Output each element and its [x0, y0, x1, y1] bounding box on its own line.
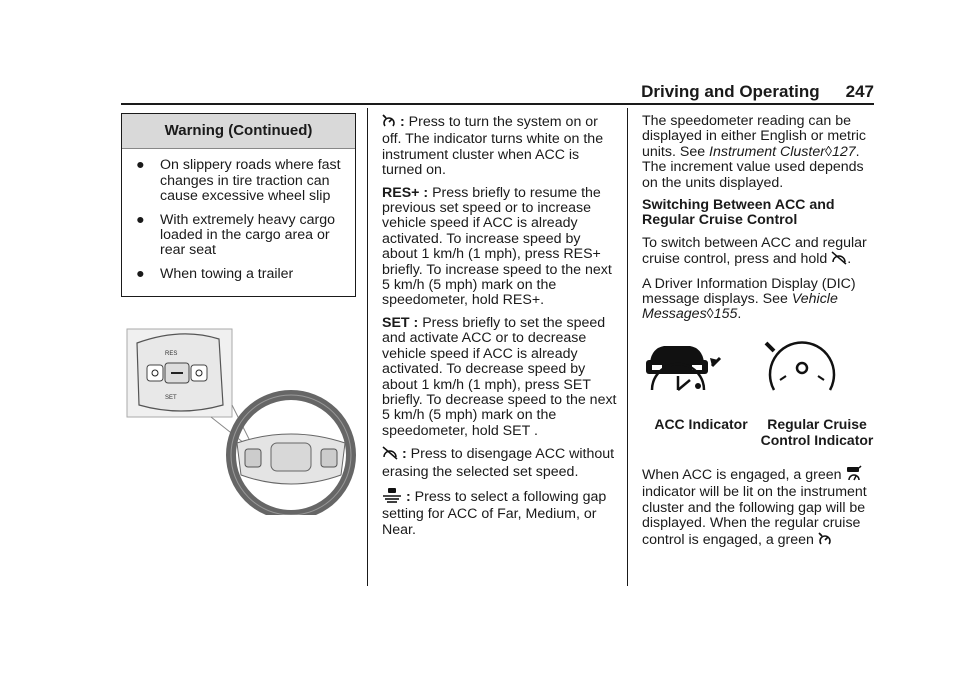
power-paragraph: : Press to turn the system on or off. The indicator turns white on the instrument cluster when ACC is turned on.	[382, 114, 604, 179]
set-paragraph: SET : Press briefly to set the speed and activate ACC or to decrease vehicle speed if ACC is already activated. To decrease speed by about 1 km/h (1 mph), press SET briefly. To decrease speed to the next 5 km/h (5 mph) mark on the speedometer, hold SET .	[382, 314, 617, 439]
warning-item: ● When towing a trailer	[136, 265, 294, 282]
acc-indicator-label: ACC Indicator	[654, 416, 748, 432]
column-1	[121, 113, 355, 297]
res-paragraph: RES+ : Press briefly to resume the previous set speed or to increase vehicle speed if ACC is already activated. To increase speed by about 1 km/h (1 mph), press RES+ briefly. To increase speed to the next 5 km/h (5 mph) mark on the speedometer, hold RES+.	[382, 184, 612, 309]
set-label: SET	[165, 395, 177, 401]
regular-cruise-indicator-label: Regular Cruise Control Indicator	[760, 416, 874, 448]
regular-cruise-indicator-icon	[760, 340, 850, 398]
engaged-paragraph: When ACC is engaged, a green indicator will be lit on the instrument cluster and the following gap will be displayed. When the regular cruise control is engaged, a green	[642, 465, 876, 550]
following-gap-icon	[382, 487, 402, 507]
acc-set-icon	[846, 465, 862, 485]
cruise-on-off-icon	[382, 114, 396, 132]
vehicle-messages-link[interactable]: Vehicle Messages	[642, 291, 838, 323]
page-number: 247	[845, 82, 874, 101]
switch-paragraph: To switch between ACC and regular cruise control, press and hold .	[642, 236, 876, 270]
warning-item: ● On slippery roads where fast changes in tire traction can cause excessive wheel slip	[136, 157, 341, 205]
bullet-icon: ●	[136, 211, 145, 228]
warning-title: Warning (Continued)	[122, 114, 355, 149]
acc-indicator-icon	[642, 340, 732, 395]
steering-wheel-illustration	[121, 325, 361, 520]
column-divider-1	[367, 108, 368, 586]
section-heading: Switching Between ACC and Regular Cruise Control	[642, 197, 835, 229]
cancel-icon	[382, 446, 398, 464]
dic-paragraph: A Driver Information Display (DIC) message displays. See Vehicle Messages◊155.	[642, 275, 856, 323]
engaged-paragraph-block	[642, 465, 876, 557]
running-header	[641, 82, 874, 102]
warning-item: ● With extremely heavy cargo loaded in the cargo area or rear seat	[136, 211, 336, 259]
column-3	[642, 114, 876, 330]
warning-box	[121, 113, 356, 297]
warning-body	[122, 149, 355, 296]
instrument-cluster-link[interactable]: Instrument Cluster	[709, 143, 825, 160]
speedometer-paragraph: The speedometer reading can be displayed in either English or metric units. See Instrument Cluster◊127. The increment value used depends on the units displayed.	[642, 113, 866, 191]
gap-paragraph: : Press to select a following gap setting for ACC of Far, Medium, or Near.	[382, 488, 607, 538]
header-rule	[121, 103, 874, 105]
column-divider-2	[627, 108, 628, 586]
section-title: Driving and Operating	[641, 82, 820, 101]
column-2	[382, 114, 618, 545]
indicator-figures	[642, 340, 876, 450]
cruise-set-icon	[818, 532, 832, 550]
bullet-icon: ●	[136, 157, 145, 174]
res-label: RES	[165, 351, 178, 357]
bullet-icon: ●	[136, 265, 145, 282]
cancel-paragraph: : Press to disengage ACC without erasing the selected set speed.	[382, 446, 615, 480]
cancel-icon	[831, 251, 847, 269]
